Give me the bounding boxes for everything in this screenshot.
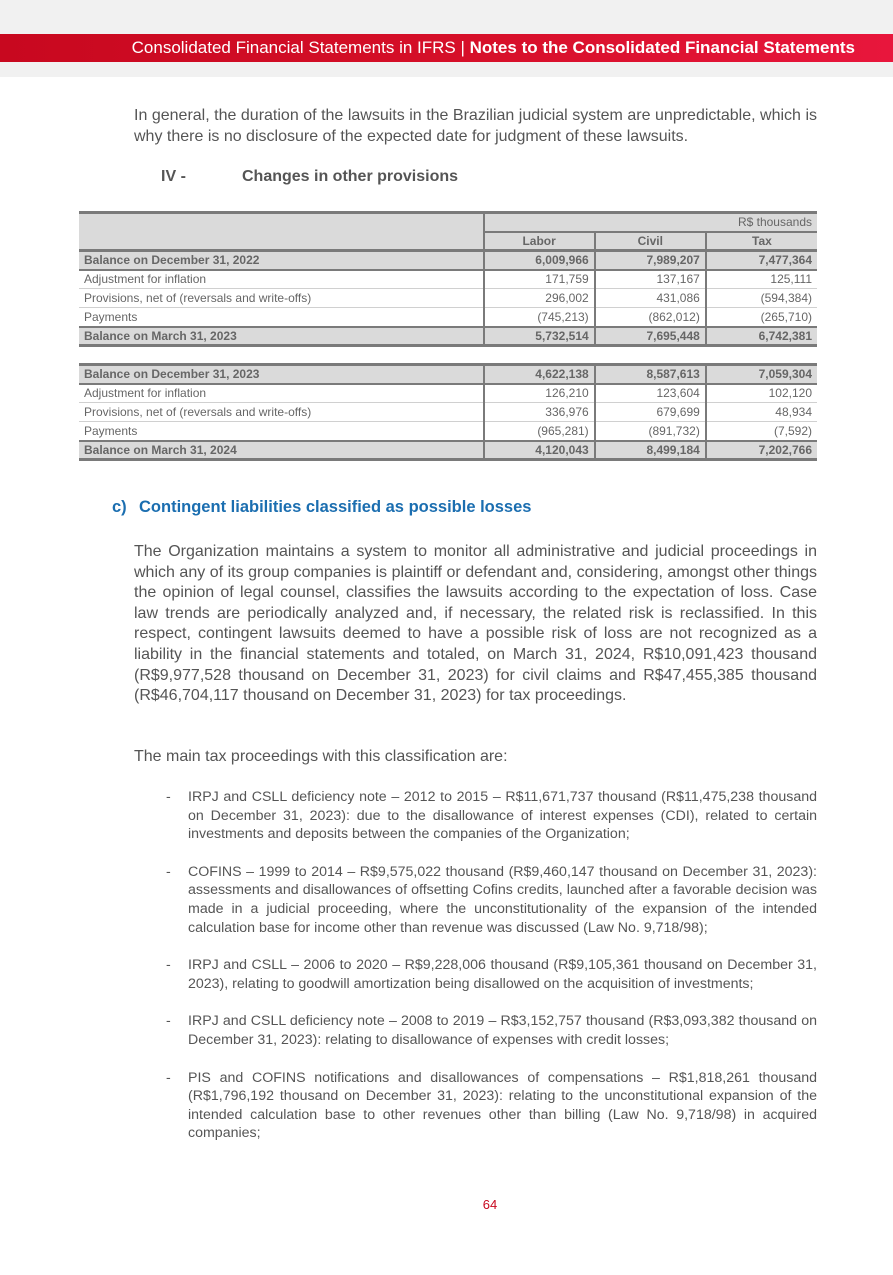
- cell-civil: 431,086: [595, 289, 706, 308]
- table-header-blank: [79, 213, 484, 251]
- document-header-bar: [0, 34, 893, 62]
- row-label: Balance on December 31, 2022: [79, 251, 484, 270]
- subsection-number: IV -: [161, 168, 186, 185]
- bullet-dash: -: [166, 789, 171, 805]
- cell-civil: 7,989,207: [595, 251, 706, 270]
- cell-civil: 123,604: [595, 384, 706, 403]
- cell-labor: 6,009,966: [484, 251, 595, 270]
- table-row: [79, 384, 817, 403]
- list-item-text: IRPJ and CSLL deficiency note – 2012 to 2015 – R$11,671,737 thousand (R$11,475,238 thousand on December 31, 2023): due to the disallowance of interest expenses (CDI), related to certain investments and deposits between the companies of the Organization;: [188, 789, 817, 843]
- table-units-label: R$ thousands: [484, 213, 817, 232]
- cell-labor: (745,213): [484, 308, 595, 327]
- table-row-balance-dec-2022: [79, 251, 817, 270]
- table-row-balance-mar-2024: [79, 441, 817, 460]
- section-c-heading: [112, 498, 531, 517]
- table-row: [79, 422, 817, 441]
- cell-labor: 126,210: [484, 384, 595, 403]
- column-header-civil: Civil: [595, 232, 706, 251]
- table-row: [79, 308, 817, 327]
- cell-tax: 6,742,381: [706, 327, 817, 346]
- cell-tax: (265,710): [760, 309, 812, 324]
- list-item: [166, 956, 817, 993]
- header-title-bold: Notes to the Consolidated Financial Statements: [469, 38, 855, 57]
- table-row-balance-mar-2023: [79, 327, 817, 346]
- cell-tax: 7,202,766: [706, 441, 817, 460]
- cell-civil: 8,587,613: [595, 365, 706, 384]
- cell-tax: (594,384): [706, 289, 817, 308]
- column-header-labor: Labor: [484, 232, 595, 251]
- row-label: Adjustment for inflation: [79, 384, 484, 403]
- section-c-title: Contingent liabilities classified as possible losses: [139, 498, 532, 516]
- cell-tax: 48,934: [706, 403, 817, 422]
- list-item-text: COFINS – 1999 to 2014 – R$9,575,022 thousand (R$9,460,147 thousand on December 31, 2023): assessments and disallowances of offsetting Cofins credits, launched after a favorable decision was made in a judicial proceeding, where the unconstitutionality of the expansion of the intended calculation base for income other than revenue was discussed (Law No. 9,718/98);: [188, 863, 817, 936]
- cell-labor: 171,759: [484, 270, 595, 289]
- cell-labor: (965,281): [484, 422, 595, 441]
- intro-paragraph: In general, the duration of the lawsuits in the Brazilian judicial system are unpredictable, which is why there is no disclosure of the expected date for judgment of these lawsuits.: [134, 107, 817, 145]
- list-item: [166, 863, 817, 937]
- tax-proceedings-intro: The main tax proceedings with this classification are:: [134, 748, 508, 765]
- cell-labor: 5,732,514: [484, 327, 595, 346]
- provisions-table-2024: [79, 363, 817, 461]
- row-label: Provisions, net of (reversals and write-offs): [79, 289, 484, 308]
- cell-tax: (7,592): [773, 423, 812, 438]
- table-row: [79, 289, 817, 308]
- cell-civil: 7,695,448: [595, 327, 706, 346]
- list-item-text: PIS and COFINS notifications and disallowances of compensations – R$1,818,261 thousand (R$1,796,192 thousand on December 31, 2023): relating to the unconstitutional expansion of the intended calculation base to other revenues other than billing (Law No. 9,718/98) in acquired companies;: [188, 1069, 817, 1142]
- list-item-text: IRPJ and CSLL deficiency note – 2008 to 2019 – R$3,152,757 thousand (R$3,093,382 thousand on December 31, 2023): relating to disallowance of expenses with credit losses;: [188, 1013, 817, 1048]
- list-item: [166, 1012, 817, 1049]
- column-header-tax: Tax: [706, 232, 817, 251]
- row-label: Provisions, net of (reversals and write-offs): [79, 403, 484, 422]
- row-label: Balance on March 31, 2023: [79, 327, 484, 346]
- header-title-regular: Consolidated Financial Statements in IFRS |: [131, 38, 470, 57]
- cell-labor: 4,622,138: [484, 365, 595, 384]
- cell-tax: 125,111: [706, 270, 817, 289]
- cell-civil: (891,732): [595, 422, 706, 441]
- cell-civil: 8,499,184: [595, 441, 706, 460]
- bullet-dash: -: [166, 863, 171, 880]
- list-item-text: IRPJ and CSLL – 2006 to 2020 – R$9,228,006 thousand (R$9,105,361 thousand on December 31, 2023), relating to goodwill amortization being disallowed on the acquisition of investments;: [188, 957, 817, 992]
- table-row-balance-dec-2023: [79, 365, 817, 384]
- cell-labor: 336,976: [484, 403, 595, 422]
- bullet-dash: -: [166, 957, 171, 974]
- table-row: [79, 403, 817, 422]
- list-item: [166, 1069, 817, 1143]
- subsection-title: Changes in other provisions: [242, 168, 459, 185]
- tax-proceedings-list: [166, 788, 817, 1162]
- provisions-table-2023: [79, 211, 817, 347]
- contingent-liabilities-paragraph: The Organization maintains a system to monitor all administrative and judicial proceedings in which any of its group companies is plaintiff or defendant and, considering, amongst other things the opinion of legal counsel, classifies the lawsuits according to the expectation of loss. Case law trends are periodically analyzed and, if necessary, the related risk is reclassified. In this respect, contingent lawsuits deemed to have a possible risk of loss are not recognized as a liability in the financial statements and totaled, on March 31, 2024, R$10,091,423 thousand (R$9,977,528 thousand on December 31, 2023) for civil claims and R$47,455,385 thousand (R$46,704,117 thousand on December 31, 2023) for tax proceedings.: [134, 543, 817, 705]
- cell-civil: 679,699: [595, 403, 706, 422]
- table-row: [79, 270, 817, 289]
- page-number: 64: [482, 1197, 498, 1212]
- list-item: [166, 788, 817, 844]
- cell-tax: 7,059,304: [706, 365, 817, 384]
- cell-labor: 296,002: [484, 289, 595, 308]
- cell-labor: 4,120,043: [484, 441, 595, 460]
- row-label: Payments: [79, 308, 484, 327]
- row-label: Payments: [79, 422, 484, 441]
- section-c-letter: c): [112, 498, 127, 516]
- subsection-heading: [161, 168, 458, 186]
- row-label: Adjustment for inflation: [79, 270, 484, 289]
- bullet-dash: -: [166, 1013, 171, 1030]
- cell-civil: (862,012): [595, 308, 706, 327]
- table-header-units-row: [79, 213, 817, 232]
- row-label: Balance on March 31, 2024: [79, 441, 484, 460]
- cell-civil: 137,167: [595, 270, 706, 289]
- cell-tax: 7,477,364: [706, 251, 817, 270]
- row-label: Balance on December 31, 2023: [79, 365, 484, 384]
- cell-tax: 102,120: [706, 384, 817, 403]
- bullet-dash: -: [166, 1069, 171, 1086]
